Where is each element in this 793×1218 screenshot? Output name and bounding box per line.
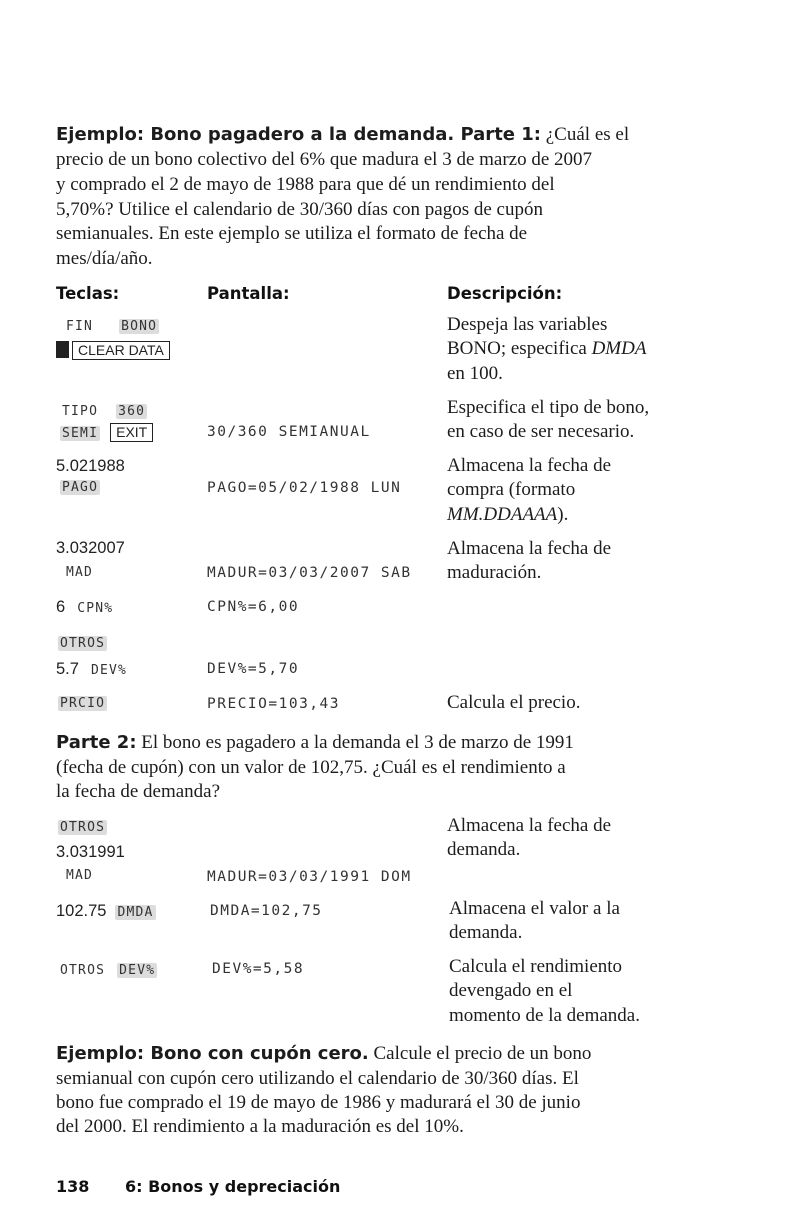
part2-line-0: [56, 731, 574, 756]
bono-menu-key: BONO: [121, 319, 158, 334]
t1-row1-desc-l2: [447, 337, 687, 361]
semi-key: SEMI: [62, 426, 99, 441]
cpn-key: CPN%: [77, 601, 114, 616]
prcio-key: PRCIO: [60, 696, 106, 711]
example1-heading-line: [56, 123, 696, 148]
page-number: 138: [56, 1177, 90, 1196]
header-description: Descripción:: [447, 284, 563, 303]
example2-title: Ejemplo: Bono con cupón cero.: [56, 1043, 369, 1064]
example2-line-2: bono fue comprado el 19 de mayo de 1986 y madurará el 30 de junio: [56, 1092, 581, 1113]
t2-row1-desc: [447, 814, 687, 863]
example1-line-3: 5,70%? Utilice el calendario de 30/360 días con pagos de cupón: [56, 199, 543, 220]
example1-title: Ejemplo: Bono pagadero a la demanda. Parte 1:: [56, 124, 541, 145]
example1-first: ¿Cuál es el: [545, 124, 630, 145]
t1-row3-desc-tail: ).: [557, 503, 569, 525]
t1-row4-input: 3.032007: [56, 539, 125, 557]
t1-row1-desc-l1: Despeja las variables: [447, 314, 608, 335]
pago-key: PAGO: [62, 480, 99, 495]
fin-key: FIN: [66, 319, 94, 334]
shift-key-icon: [56, 341, 69, 358]
t2-row1-display: MADUR=03/03/1991 DOM: [207, 869, 412, 885]
t2-row3-keys: [60, 961, 157, 979]
dmda-key: DMDA: [117, 905, 154, 920]
example2-first: Calcule el precio de un bono: [373, 1043, 592, 1064]
date-format: MM.DDAAAA: [447, 503, 558, 525]
chapter-title: 6: Bonos y depreciación: [125, 1177, 341, 1196]
t1-row3-desc-l1: Almacena la fecha de: [447, 455, 612, 476]
t1-row1-keys: [66, 317, 159, 335]
example1-line-4: semianuales. En este ejemplo se utiliza el formato de fecha de: [56, 223, 528, 244]
t2-row3-desc-l1: Calcula el rendimiento: [449, 956, 623, 977]
part2-line-1: (fecha de cupón) con un valor de 102,75. ¿Cuál es el rendimiento a: [56, 757, 566, 778]
t1-row1-desc-l2a: BONO; especifica: [447, 338, 592, 360]
dev-key: DEV%: [90, 663, 128, 678]
example2-line-3: del 2000. El rendimiento a la maduración es del 10%.: [56, 1116, 464, 1137]
tipo-key: TIPO: [62, 404, 99, 419]
t2-row3-desc-l2: devengado en el: [449, 980, 573, 1002]
360-key: 360: [118, 404, 146, 419]
exit-key: EXIT: [110, 423, 153, 442]
t1-row3-desc-l3: [447, 503, 687, 527]
t1-row4-desc-l1: Almacena la fecha de: [447, 538, 612, 559]
t1-row2-display: 30/360 SEMIANUAL: [207, 424, 371, 440]
t2-otros-key: OTROS: [60, 820, 106, 835]
example1-line-5: mes/día/año.: [56, 248, 153, 269]
t1-row2-desc-l1: Especifica el tipo de bono,: [447, 397, 650, 418]
t1-row7-keys: [56, 660, 127, 679]
t2-row2-desc-l2: demanda.: [449, 922, 523, 944]
t2-mad-key: MAD: [66, 868, 94, 883]
t1-row2-keys-line2: [60, 423, 153, 442]
t1-row8-display: PRECIO=103,43: [207, 696, 340, 712]
t2-row3-desc-l3: momento de la demanda.: [449, 1004, 640, 1026]
part2-line-2: la fecha de demanda?: [56, 781, 221, 802]
t2-row3-desc: [449, 955, 689, 1028]
example2-heading-line: [56, 1042, 591, 1067]
t2-row1-desc-l2: demanda.: [447, 839, 521, 861]
t1-row4-desc: [447, 537, 687, 586]
t2-row2-input: 102.75: [56, 902, 107, 920]
mad-key: MAD: [66, 565, 94, 580]
example1-line-1: precio de un bono colectivo del 6% que madura el 3 de marzo de 2007: [56, 149, 593, 170]
t2-row2-desc: [449, 897, 689, 946]
t2-row1-input: 3.031991: [56, 843, 125, 861]
header-display: Pantalla:: [207, 284, 290, 303]
t1-row4-desc-l2: maduración.: [447, 562, 542, 584]
t1-row8-desc: Calcula el precio.: [447, 692, 581, 713]
otros-key: OTROS: [60, 636, 106, 651]
t1-row5-keys: [56, 598, 113, 617]
t1-row3-display: PAGO=05/02/1988 LUN: [207, 480, 402, 496]
header-keys: Teclas:: [56, 284, 120, 303]
t2-row1-desc-l1: Almacena la fecha de: [447, 815, 612, 836]
t2-row3-display: DEV%=5,58: [212, 961, 305, 977]
example1-line-2: y comprado el 2 de mayo de 1988 para que dé un rendimiento del: [56, 174, 555, 195]
t1-row2-desc-l2: en caso de ser necesario.: [447, 421, 635, 443]
t2-row2-display: DMDA=102,75: [210, 903, 323, 919]
t2-row2-desc-l1: Almacena el valor a la: [449, 898, 620, 919]
t1-row1-desc-l2b: DMDA: [591, 338, 647, 360]
t1-row1-desc: [447, 313, 687, 386]
t2-dev-key: DEV%: [119, 963, 156, 978]
t1-row2-keys: [62, 402, 147, 420]
t1-row3-desc: [447, 454, 687, 527]
t1-row7-input: 5.7: [56, 660, 79, 678]
part2-first: El bono es pagadero a la demanda el 3 de marzo de 1991: [141, 732, 574, 753]
t1-row1-desc-l3: en 100.: [447, 362, 503, 384]
t1-row5-input: 6: [56, 598, 66, 616]
part2-label: Parte 2:: [56, 732, 137, 753]
example2-line-1: semianual con cupón cero utilizando el calendario de 30/360 días. El: [56, 1068, 579, 1089]
t1-row4-display: MADUR=03/03/2007 SAB: [207, 565, 412, 581]
t2-otros-key-2: OTROS: [60, 963, 106, 978]
t1-row3-desc-l2: compra (formato: [447, 479, 576, 501]
t1-row7-display: DEV%=5,70: [207, 661, 300, 677]
t1-row5-display: CPN%=6,00: [207, 599, 300, 615]
t2-row2-keys: [56, 902, 156, 921]
t1-row3-input: 5.021988: [56, 457, 125, 475]
t1-row2-desc: [447, 396, 687, 445]
t1-row1-keys-line2: [56, 341, 170, 360]
clear-data-key: CLEAR DATA: [72, 341, 170, 360]
